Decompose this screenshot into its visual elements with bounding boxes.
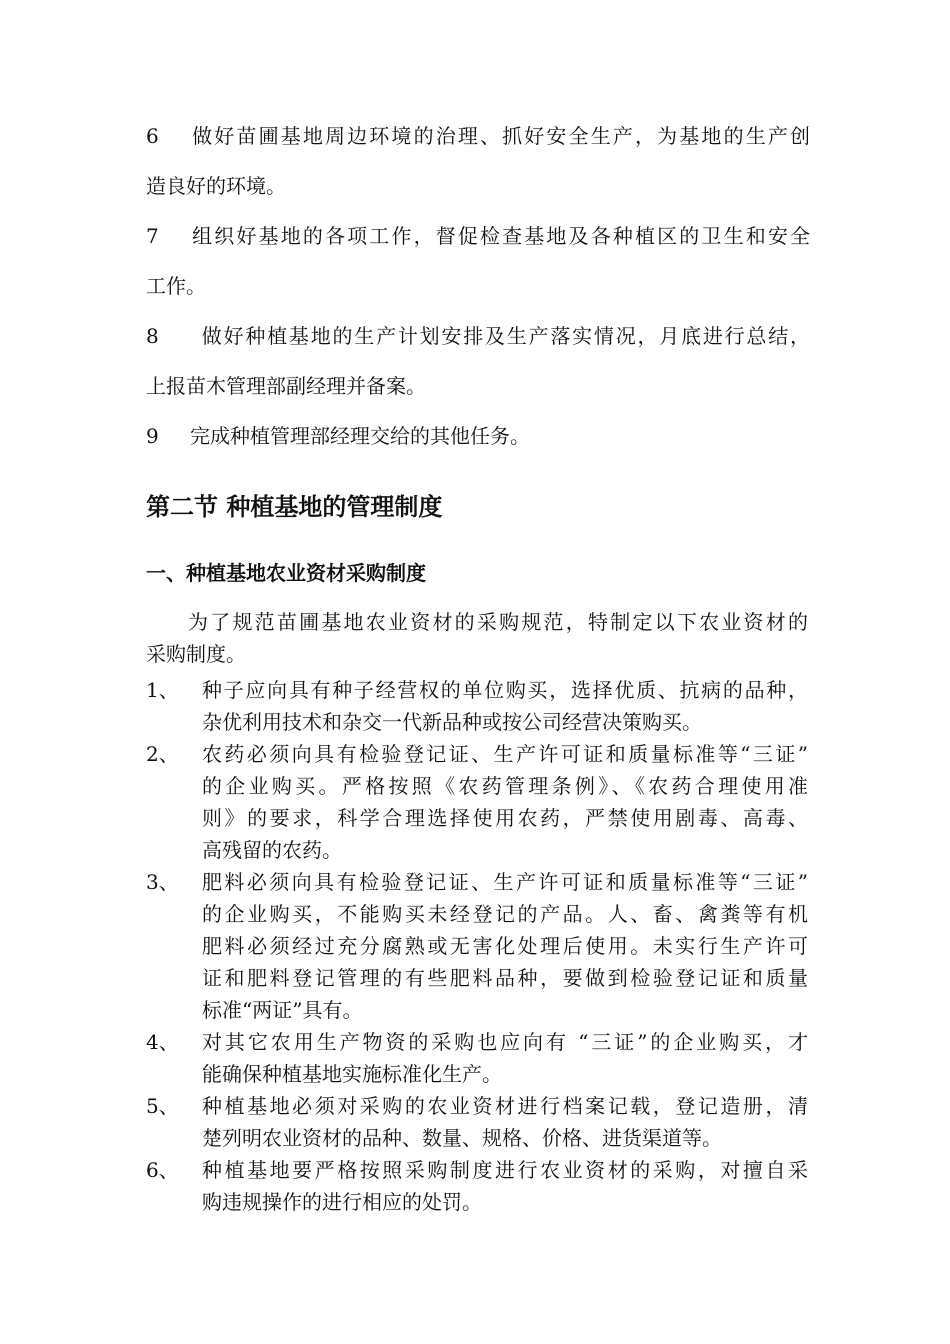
section-title: 第二节 种植基地的管理制度 — [146, 493, 443, 521]
rule-2-line-3: 则》的要求，科学合理选择使用农药，严禁使用剧毒、高毒、 — [202, 806, 808, 830]
duty-text: 组织好基地的各项工作，督促检查基地及各种植区的卫生和安全 — [190, 224, 810, 248]
rule-5-number: 5、 — [146, 1094, 179, 1118]
rule-2-number: 2、 — [146, 742, 179, 766]
rule-3-line-4: 证和肥料登记管理的有些肥料品种，要做到检验登记证和质量 — [202, 966, 808, 990]
rule-6-line-2: 购违规操作的进行相应的处罚。 — [202, 1190, 482, 1214]
rule-3-line-2: 的企业购买，不能购买未经登记的产品。人、畜、禽粪等有机 — [202, 902, 808, 926]
rule-2-line-1: 农药必须向具有检验登记证、生产许可证和质量标准等“三证” — [202, 742, 808, 766]
duty-7-line-2: 工作。 — [146, 274, 206, 298]
duty-number: 6 — [146, 124, 159, 148]
duty-7-line-1 — [146, 222, 810, 250]
rule-4-line-2: 能确保种植基地实施标准化生产。 — [202, 1062, 502, 1086]
duty-text: 完成种植管理部经理交给的其他任务。 — [190, 424, 530, 448]
duty-text: 做好种植基地的生产计划安排及生产落实情况，月底进行总结， — [200, 324, 810, 348]
intro-line-2: 采购制度。 — [146, 642, 246, 666]
intro-line-1: 为了规范苗圃基地农业资材的采购规范，特制定以下农业资材的 — [188, 610, 808, 634]
rule-1-line-1: 种子应向具有种子经营权的单位购买，选择优质、抗病的品种， — [202, 678, 808, 702]
duty-6-line-2: 造良好的环境。 — [146, 174, 286, 198]
rule-4-line-1: 对其它农用生产物资的采购也应向有 “三证”的企业购买，才 — [202, 1030, 808, 1054]
rule-6-line-1: 种植基地要严格按照采购制度进行农业资材的采购，对擅自采 — [202, 1158, 808, 1182]
rule-3-line-5: 标准“两证”具有。 — [202, 998, 363, 1022]
rule-5-line-1: 种植基地必须对采购的农业资材进行档案记载，登记造册，清 — [202, 1094, 808, 1118]
duty-9-line-1 — [146, 422, 810, 450]
duty-6-line-1 — [146, 122, 810, 150]
rule-3-number: 3、 — [146, 870, 179, 894]
rule-5-line-2: 楚列明农业资材的品种、数量、规格、价格、进货渠道等。 — [202, 1126, 722, 1150]
rule-2-line-4: 高残留的农药。 — [202, 838, 342, 862]
duty-number: 8 — [146, 324, 159, 348]
duty-8-line-1 — [146, 322, 810, 350]
rule-6-number: 6、 — [146, 1158, 179, 1182]
duty-number: 7 — [146, 224, 159, 248]
rule-1-line-2: 杂优利用技术和杂交一代新品种或按公司经营决策购买。 — [202, 710, 702, 734]
rule-1-number: 1、 — [146, 678, 179, 702]
duty-8-line-2: 上报苗木管理部副经理并备案。 — [146, 374, 426, 398]
subsection-title: 一、种植基地农业资材采购制度 — [146, 561, 426, 585]
duty-text: 做好苗圃基地周边环境的治理、抓好安全生产，为基地的生产创 — [190, 124, 810, 148]
rule-3-line-1: 肥料必须向具有检验登记证、生产许可证和质量标准等“三证” — [202, 870, 808, 894]
rule-2-line-2: 的企业购买。严格按照《农药管理条例》、《农药合理使用准 — [202, 774, 808, 798]
rule-3-line-3: 肥料必须经过充分腐熟或无害化处理后使用。未实行生产许可 — [202, 934, 808, 958]
rule-4-number: 4、 — [146, 1030, 179, 1054]
duty-number: 9 — [146, 424, 159, 448]
